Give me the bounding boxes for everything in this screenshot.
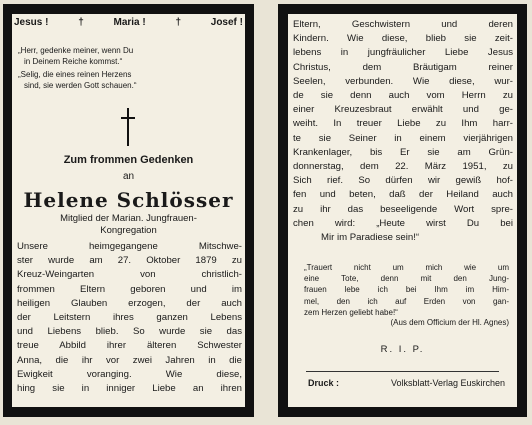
left-card-border xyxy=(3,4,254,417)
membership-line: Kongregation xyxy=(100,225,157,236)
quote-line: zem Herzen geliebt habe!“ xyxy=(304,307,398,317)
cross-icon xyxy=(121,108,135,146)
cross-glyph: † xyxy=(78,17,84,28)
memorial-an: an xyxy=(122,171,135,182)
text-line: zu ihr das beseeligende Wort spre- xyxy=(293,203,513,215)
text-line: fen und beten, daß der Heiland auch xyxy=(293,189,513,201)
text-line: donnerstag, dem 22. März 1951, zu xyxy=(293,161,513,173)
prayer-line: sind, sie werden Gott schauen.“ xyxy=(24,81,137,90)
invocations xyxy=(12,17,245,28)
prayer-line: „Selig, die eines reinen Herzens xyxy=(18,70,132,79)
text-line: weiht. In treuer Liebe zu Ihm harr- xyxy=(293,118,513,130)
quote-line: eine Tote, denn mit den Jung- xyxy=(304,274,509,284)
text-line: Kreuz-Weingarten von christlich- xyxy=(17,269,242,281)
quote-source: (Aus dem Officium der Hl. Agnes) xyxy=(390,318,509,327)
printer-name: Volksblatt-Verlag Euskirchen xyxy=(390,378,505,388)
memorial-heading: Zum frommen Gedenken xyxy=(63,154,194,166)
quote xyxy=(304,262,509,318)
text-line: te sie Seiner in einem vierjährigen xyxy=(293,132,513,144)
right-card-border xyxy=(278,4,527,417)
text-line: ster wurde am 27. Oktober 1879 zu xyxy=(17,255,242,267)
text-line: chen wird: „Heute wirst Du bei xyxy=(293,217,513,229)
text-line: hing sie in inniger Liebe an ihren xyxy=(17,383,242,395)
printer-line xyxy=(308,378,505,388)
divider xyxy=(306,371,499,372)
prayer-1 xyxy=(18,45,241,67)
deceased-name: Helene Schlösser xyxy=(23,188,234,212)
text-line: Christus, dem Bräutigam reiner xyxy=(293,61,513,73)
prayer-line: in Deinem Reiche kommst.“ xyxy=(24,57,123,66)
quote-line: mel, den ich auf Erden von gan- xyxy=(304,296,509,306)
rip-text: R. I. P. xyxy=(380,344,425,355)
prayer-line: „Herr, gedenke meiner, wenn Du xyxy=(18,46,134,55)
text-line: und Liebens blieb. So wurde sie das xyxy=(17,326,242,338)
text-line: lebens in jungfräulicher Liebe Jesus xyxy=(293,47,513,59)
text-line: einer Kreuzesbraut erwählt und ge- xyxy=(293,104,513,116)
invocation-jesus: Jesus ! xyxy=(14,17,49,28)
text-line: Kindern. Wie diese, blieb sie zeit- xyxy=(293,33,513,45)
text-line: Eltern, Geschwistern und deren xyxy=(293,19,513,30)
left-card xyxy=(12,14,245,407)
text-line: heiligen Glauben erzogen, der auch xyxy=(17,297,242,309)
text-line: Krankenlager, bis Er sie am Grün- xyxy=(293,146,513,158)
cross-glyph: † xyxy=(175,17,182,28)
text-line: Unsere heimgegangene Mitschwe- xyxy=(17,241,242,252)
text-line: Sich rief. So dürfen wir gewiß hof- xyxy=(293,175,513,187)
printer-label: Druck : xyxy=(308,378,340,388)
quote-line: frauen lebe ich bei Ihm im Him- xyxy=(304,285,509,295)
text-line: Ewigkeit voranging. Wie diese, xyxy=(17,368,242,380)
quote-line: „Trauert nicht um mich wie um xyxy=(304,263,509,272)
text-line: Mir im Paradiese sein!“ xyxy=(321,232,420,244)
text-line: frommen Eltern geboren und im xyxy=(17,283,242,295)
left-body-text xyxy=(17,240,242,396)
right-body-text xyxy=(293,18,513,245)
membership-line: Mitglied der Marian. Jungfrauen- xyxy=(60,213,197,224)
right-card xyxy=(288,14,517,407)
invocation-maria: Maria ! xyxy=(113,17,146,28)
membership xyxy=(12,213,245,237)
text-line: Anna, die ihr vor zwei Jahren in die xyxy=(17,354,242,366)
text-line: der Leitstern ihres ganzen Lebens xyxy=(17,312,242,324)
invocation-josef: Josef ! xyxy=(210,17,243,28)
text-line: de sie denn auch vom Herrn zu xyxy=(293,90,513,102)
text-line: Seelen, verbunden. Wie diese, wur- xyxy=(293,75,513,87)
text-line: treue Abbild ihrer älteren Schwester xyxy=(17,340,242,352)
prayer-2 xyxy=(18,69,241,91)
